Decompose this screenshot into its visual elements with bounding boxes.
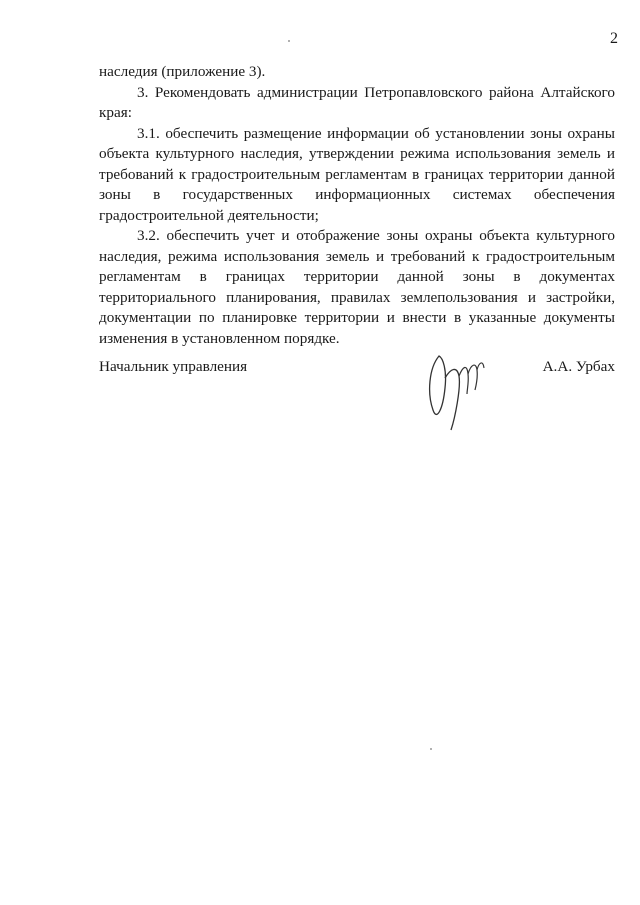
document-body: [99, 62, 615, 349]
scan-speck: [288, 40, 290, 42]
paragraph-item-3-2: 3.2. обеспечить учет и отображение зоны охраны объекта культурного наследия, режима использования земель и требований к градостроительным регламентам в границах территории данной зоны в документах территориального планирования, правилах землепользования и застройки, документации по планировке территории и внести в указанные документы изменения в установленном порядке.: [99, 227, 615, 347]
paragraph-item-3-1: 3.1. обеспечить размещение информации об установлении зоны охраны объекта культурного наследия, утверждении режима использования земель и требований к градостроительным регламентам в границах территории данной зоны в государственных информационных системах обеспечения градостроительной деятельности;: [99, 124, 615, 224]
position-title: Начальник управления: [99, 358, 248, 375]
paragraph-item-3: 3. Рекомендовать администрации Петропавловского района Алтайского края:: [99, 83, 615, 121]
signature-block: [99, 358, 615, 448]
paragraph-continuation: наследия (приложение 3).: [99, 63, 266, 80]
handwritten-signature: [421, 348, 491, 438]
scan-speck: [430, 748, 432, 750]
signatory-name: А.А. Урбах: [542, 358, 615, 375]
page-number: 2: [610, 30, 618, 47]
